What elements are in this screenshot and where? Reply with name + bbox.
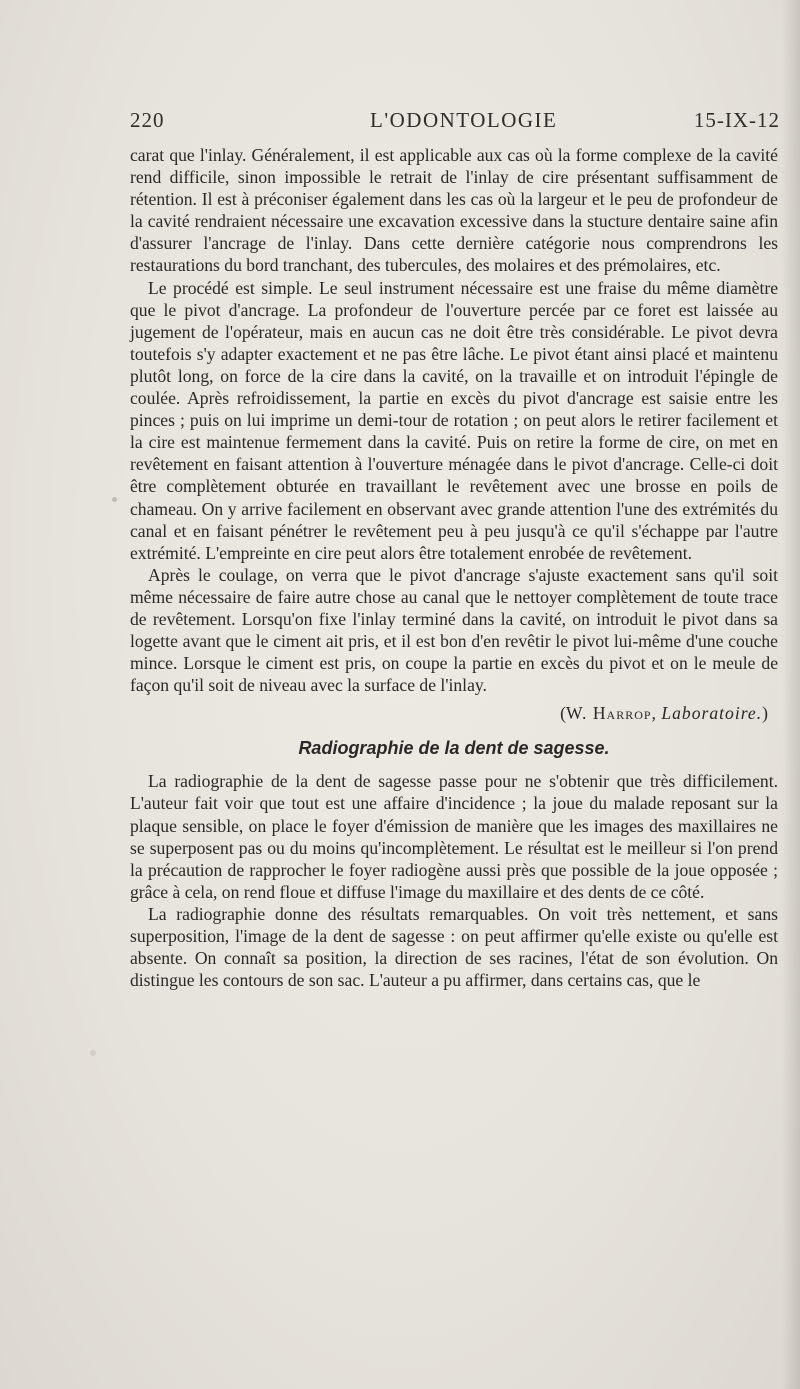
running-header	[130, 108, 780, 134]
paragraph-inlay-conclusion: carat que l'inlay. Généralement, il est applicable aux cas où la forme complexe de la cavité rend difficile, sinon impossible le retrait de l'inlay de cire présentant suffisamment de rétention. Il est à préconiser également dans les cas où la largeur et le peu de profondeur de la cavité rendraient nécessaire une excavation excessive dans la stucture dentaire saine afin d'assurer l'ancrage de l'inlay. Dans cette dernière catégorie nous comprendrons les restaurations du bord tranchant, des tubercules, des molaires et des prémolaires, etc.	[130, 145, 778, 276]
ink-spot	[90, 1050, 96, 1056]
article-body	[130, 144, 778, 991]
citation-close: )	[762, 703, 768, 724]
citation	[130, 696, 778, 730]
paragraph-casting: Après le coulage, on verra que le pivot d'ancrage s'ajuste exactement sans qu'il soit même nécessaire de faire autre chose au canal que le nettoyer complètement de toute trace de revêtement. Lorsqu'on fixe l'inlay terminé dans la cavité, on introduit le pivot dans sa logette avant que le ciment ait pris, et il est bon d'en revêtir le pivot lui-même d'une couche mince. Lorsque le ciment est pris, on coupe la partie en excès du pivot et on le meule de façon qu'il soit de niveau avec la surface de l'inlay.	[130, 564, 778, 696]
section-title: Radiographie de la dent de sagesse.	[298, 738, 610, 759]
citation-source: Laboratoire.	[661, 703, 763, 724]
paragraph-radiography-method: La radiographie de la dent de sagesse passe pour ne s'obtenir que très difficilement. L'auteur fait voir que tout est une affaire d'incidence ; la joue du malade reposant sur la plaque sensible, on place le foyer d'émission de manière que les images des maxillaires ne se superposent pas ou du moins qu'incomplètement. Le résultat est le meilleur si l'on prend la précaution de rapprocher le foyer radiogène aussi près que possible de la joue opposée ; grâce à cela, on rend floue et diffuse l'image du maxillaire et des dents de ce côté.	[130, 771, 778, 902]
issue-date: 15-IX-12	[693, 108, 780, 132]
journal-title: L'ODONTOLOGIE	[370, 108, 558, 132]
paragraph-procedure: Le procédé est simple. Le seul instrument nécessaire est une fraise du même diamètre que le pivot d'ancrage. La profondeur de l'ouverture percée par ce foret est laissée au jugement de l'opérateur, mais en aucun cas ne doit être très considérable. Le pivot devra toutefois s'y adapter exactement et ne pas être lâche. Le pivot étant ainsi placé et maintenu plutôt long, on force de la cire dans la cavité, on la travaille et on introduit l'épingle de coulée. Après refroidissement, la partie en excès du pivot d'ancrage est saisie entre les pinces ; puis on lui imprime un demi-tour de rotation ; on peut alors le retirer facilement et la cire est maintenue fermement dans la cavité. Puis on retire la forme de cire, on met en revêtement en faisant attention à l'ouverture ménagée dans le pivot d'ancrage. Celle-ci doit être complètement obturée en travaillant le revêtement avec une brosse en poils de chameau. On y arrive facilement en observant avec grande attention l'une des extrémités du canal et en faisant pénétrer le revêtement peu à peu jusqu'à ce qu'il s'échappe par l'autre extrémité. L'empreinte en cire peut alors être totalement enrobée de revêtement.	[130, 277, 778, 563]
citation-open: (	[560, 703, 567, 724]
paragraph-radiography-results: La radiographie donne des résultats remarquables. On voit très nettement, et sans superposition, l'image de la dent de sagesse : on peut affirmer qu'elle existe ou qu'elle est absente. On connaît sa position, la direction de ses racines, l'état de son évolution. On distingue les contours de son sac. L'auteur a pu affirmer, dans certains cas, que le	[130, 903, 778, 991]
page-edge-shadow	[782, 0, 800, 1389]
page-number: 220	[130, 108, 165, 132]
citation-author: W. Harrop,	[566, 703, 657, 724]
ink-spot	[112, 497, 117, 502]
